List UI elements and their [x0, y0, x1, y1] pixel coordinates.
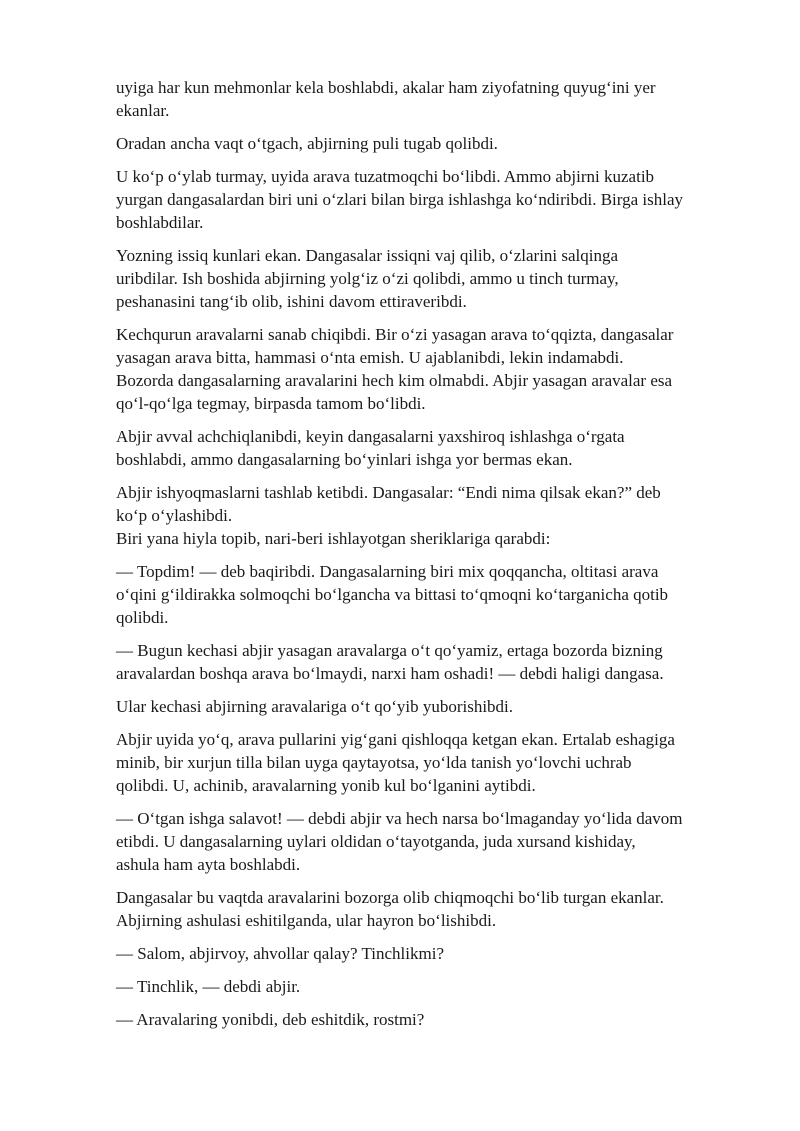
text-line: U ko‘p o‘ylab turmay, uyida arava tuzatmoqchi bo‘libdi. Ammo abjirni kuzatib	[116, 167, 655, 186]
text-line: aravalardan boshqa arava bo‘lmaydi, narxi ham oshadi! — debdi haligi dangasa.	[116, 664, 664, 683]
text-line: etibdi. U dangasalarning uylari oldidan o‘tayotganda, juda xursand kishiday,	[116, 832, 636, 851]
paragraph-3	[116, 165, 736, 234]
text-line: Abjir avval achchiqlanibdi, keyin dangasalarni yaxshiroq ishlashga o‘rgata	[116, 427, 625, 446]
paragraph-5	[116, 323, 736, 415]
text-line: yurgan dangasalardan biri uni o‘zlari bilan birga ishlashga ko‘ndiribdi. Birga ishlay	[116, 190, 684, 209]
text-line: Dangasalar bu vaqtda aravalarini bozorga olib chiqmoqchi bo‘lib turgan ekanlar.	[116, 888, 664, 907]
text-line: Oradan ancha vaqt o‘tgach, abjirning puli tugab qolibdi.	[116, 134, 498, 153]
paragraph-8	[116, 560, 736, 629]
paragraph-4	[116, 244, 736, 313]
text-line: Yozning issiq kunlari ekan. Dangasalar issiqni vaj qilib, o‘zlarini salqinga	[116, 246, 619, 265]
text-line: Ular kechasi abjirning aravalariga o‘t qo‘yib yuborishibdi.	[116, 697, 514, 716]
text-line: qo‘l-qo‘lga tegmay, birpasda tamom bo‘libdi.	[116, 394, 426, 413]
paragraph-11	[116, 728, 736, 797]
paragraph-14	[116, 942, 736, 965]
text-line: Biri yana hiyla topib, nari-beri ishlayotgan sheriklariga qarabdi:	[116, 529, 551, 548]
text-line: ko‘p o‘ylashibdi.	[116, 506, 233, 525]
paragraph-12	[116, 807, 736, 876]
text-line: — Topdim! — deb baqiribdi. Dangasalarning biri mix qoqqancha, oltitasi arava	[116, 562, 659, 581]
paragraph-16	[116, 1008, 736, 1031]
text-line: boshlabdi, ammo dangasalarning bo‘yinlari ishga yor bermas ekan.	[116, 450, 573, 469]
text-line: ashula ham ayta boshlabdi.	[116, 855, 301, 874]
paragraph-2	[116, 132, 736, 155]
paragraph-7	[116, 481, 736, 550]
text-line: Abjir uyida yo‘q, arava pullarini yig‘gani qishloqqa ketgan ekan. Ertalab eshagiga	[116, 730, 675, 749]
paragraph-15	[116, 975, 736, 998]
paragraph-1	[116, 76, 736, 122]
text-line: — Salom, abjirvoy, ahvollar qalay? Tinchlikmi?	[116, 944, 444, 963]
text-line: uribdilar. Ish boshida abjirning yolg‘iz o‘zi qolibdi, ammo u tinch turmay,	[116, 269, 619, 288]
text-line: ekanlar.	[116, 101, 170, 120]
text-line: Abjir ishyoqmaslarni tashlab ketibdi. Dangasalar: “Endi nima qilsak ekan?” deb	[116, 483, 661, 502]
text-line: uyiga har kun mehmonlar kela boshlabdi, akalar ham ziyofatning quyug‘ini yer	[116, 78, 656, 97]
text-line: o‘qini g‘ildirakka solmoqchi bo‘lgancha va bittasi to‘qmoqni ko‘targanicha qotib	[116, 585, 669, 604]
text-line: peshanasini tang‘ib olib, ishini davom ettiraveribdi.	[116, 292, 467, 311]
text-line: — Bugun kechasi abjir yasagan aravalarga o‘t qo‘yamiz, ertaga bozorda bizning	[116, 641, 663, 660]
text-line: Abjirning ashulasi eshitilganda, ular hayron bo‘lishibdi.	[116, 911, 497, 930]
text-line: Bozorda dangasalarning aravalarini hech kim olmabdi. Abjir yasagan aravalar esa	[116, 371, 673, 390]
paragraph-13	[116, 886, 736, 932]
paragraph-10	[116, 695, 736, 718]
text-line: boshlabdilar.	[116, 213, 204, 232]
text-line: yasagan arava bitta, hammasi o‘nta emish. U ajablanibdi, lekin indamabdi.	[116, 348, 624, 367]
document-page	[116, 76, 736, 1031]
text-line: — O‘tgan ishga salavot! — debdi abjir va hech narsa bo‘lmaganday yo‘lida davom	[116, 809, 683, 828]
text-line: — Tinchlik, — debdi abjir.	[116, 977, 301, 996]
paragraph-6	[116, 425, 736, 471]
text-line: — Aravalaring yonibdi, deb eshitdik, rostmi?	[116, 1010, 425, 1029]
text-line: qolibdi.	[116, 608, 169, 627]
text-line: Kechqurun aravalarni sanab chiqibdi. Bir o‘zi yasagan arava to‘qqizta, dangasalar	[116, 325, 674, 344]
paragraph-9	[116, 639, 736, 685]
text-line: minib, bir xurjun tilla bilan uyga qaytayotsa, yo‘lda tanish yo‘lovchi uchrab	[116, 753, 632, 772]
text-line: qolibdi. U, achinib, aravalarning yonib kul bo‘lganini aytibdi.	[116, 776, 536, 795]
